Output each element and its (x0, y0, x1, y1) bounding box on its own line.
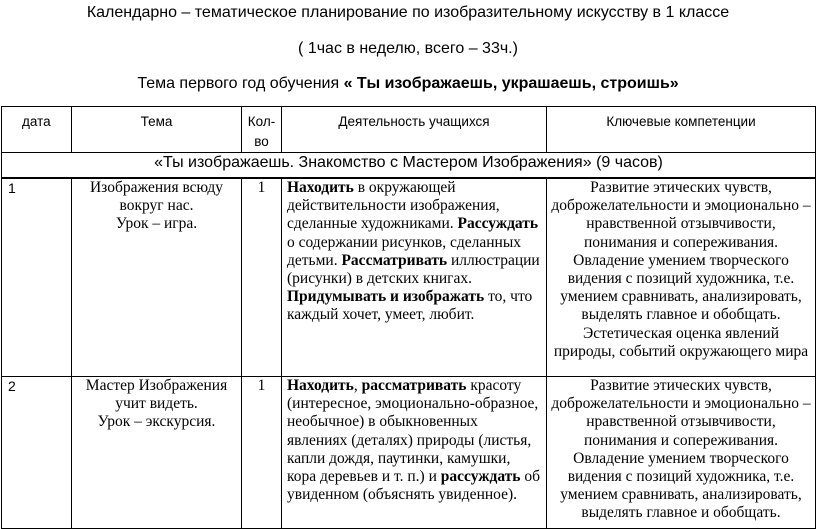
activity-verb: Находить (287, 179, 354, 196)
activity-verb: Находить (287, 377, 354, 394)
topic-line: Мастер Изображения (85, 377, 228, 394)
row-topic (72, 178, 242, 377)
activity-text: иллюстрации (рисунки) в детских книгах. (287, 251, 540, 288)
year-theme-prefix: Тема первого год обучения (137, 75, 344, 92)
activity-verb: рассуждать (440, 468, 521, 486)
row-hours: 1 (242, 377, 282, 529)
table-row (2, 377, 816, 529)
activity-verb: Рассуждать (457, 215, 539, 233)
col-date-header: дата (2, 107, 72, 153)
activity-verb: Придумывать и изображать (287, 288, 485, 306)
row-number: 2 (2, 377, 72, 529)
year-theme-title: « Ты изображаешь, украшаешь, строишь» (343, 75, 679, 92)
section-title: «Ты изображаешь. Знакомство с Мастером Изображения» (9 часов) (2, 153, 816, 179)
activity-text: об увиденном (объяснять увиденное). (287, 468, 540, 504)
topic-line: вокруг нас. (119, 197, 194, 215)
topic-line: Урок – игра. (115, 215, 198, 233)
col-hours-header (242, 107, 282, 153)
table-row (2, 178, 816, 377)
activity-text: то, что каждый хочет, умеет, любит. (287, 288, 533, 324)
col-hours-line2: во (254, 134, 269, 149)
activity-verb: рассматривать (361, 377, 467, 394)
section-row (2, 153, 816, 179)
activity-text: , (353, 377, 362, 394)
year-theme (0, 75, 816, 93)
row-number: 1 (2, 178, 72, 377)
planning-table (1, 106, 816, 529)
row-competencies: Развитие этических чувств, доброжелательности и эмоционально – нравственной отзывчивости, понимания и сопереживания. Овладение умением творческого видения с позиций художника, т.е. умением сравнивать, анализировать, выделять главное и обобщать. Эстетическая оценка явлений природы, событий окружающего мира (547, 178, 816, 377)
activity-text: красоту (интересное, эмоционально-образное, необычное) в обыкновенных явлениях (деталях) природы (листья, капли дождя, паутинки, камушки, кора деревьев и т. п.) и (287, 377, 539, 486)
hours-summary: ( 1час в неделю, всего – 33ч.) (298, 40, 518, 57)
row-competencies: Развитие этических чувств, доброжелательности и эмоционально – нравственной отзывчивости, понимания и сопереживания. Овладение умением творческого видения с позиций художника, т.е. умением сравнивать, анализировать, выделять главное и обобщать. (547, 377, 816, 529)
document-title: Календарно – тематическое планирование по изобразительному искусству в 1 классе (86, 4, 730, 21)
topic-line: Урок – экскурсия. (97, 413, 216, 431)
col-activity-header: Деятельность учащихся (282, 107, 547, 153)
row-activity (282, 377, 547, 529)
col-competencies-header: Ключевые компетенции (547, 107, 816, 153)
col-topic-header: Тема (72, 107, 242, 153)
topic-line: Изображения всюду (89, 179, 223, 196)
activity-text: о содержании рисунков, сделанных детьми. (287, 233, 522, 269)
activity-text: в окружающей действительности изображения, сделанные художниками. (287, 179, 500, 233)
row-hours: 1 (242, 178, 282, 377)
row-activity (282, 178, 547, 377)
activity-verb: Рассматривать (341, 251, 448, 269)
row-topic (72, 377, 242, 529)
topic-line: учит видеть. (115, 395, 198, 413)
table-header-row (2, 107, 816, 153)
col-hours-line1: Кол- (247, 114, 276, 129)
